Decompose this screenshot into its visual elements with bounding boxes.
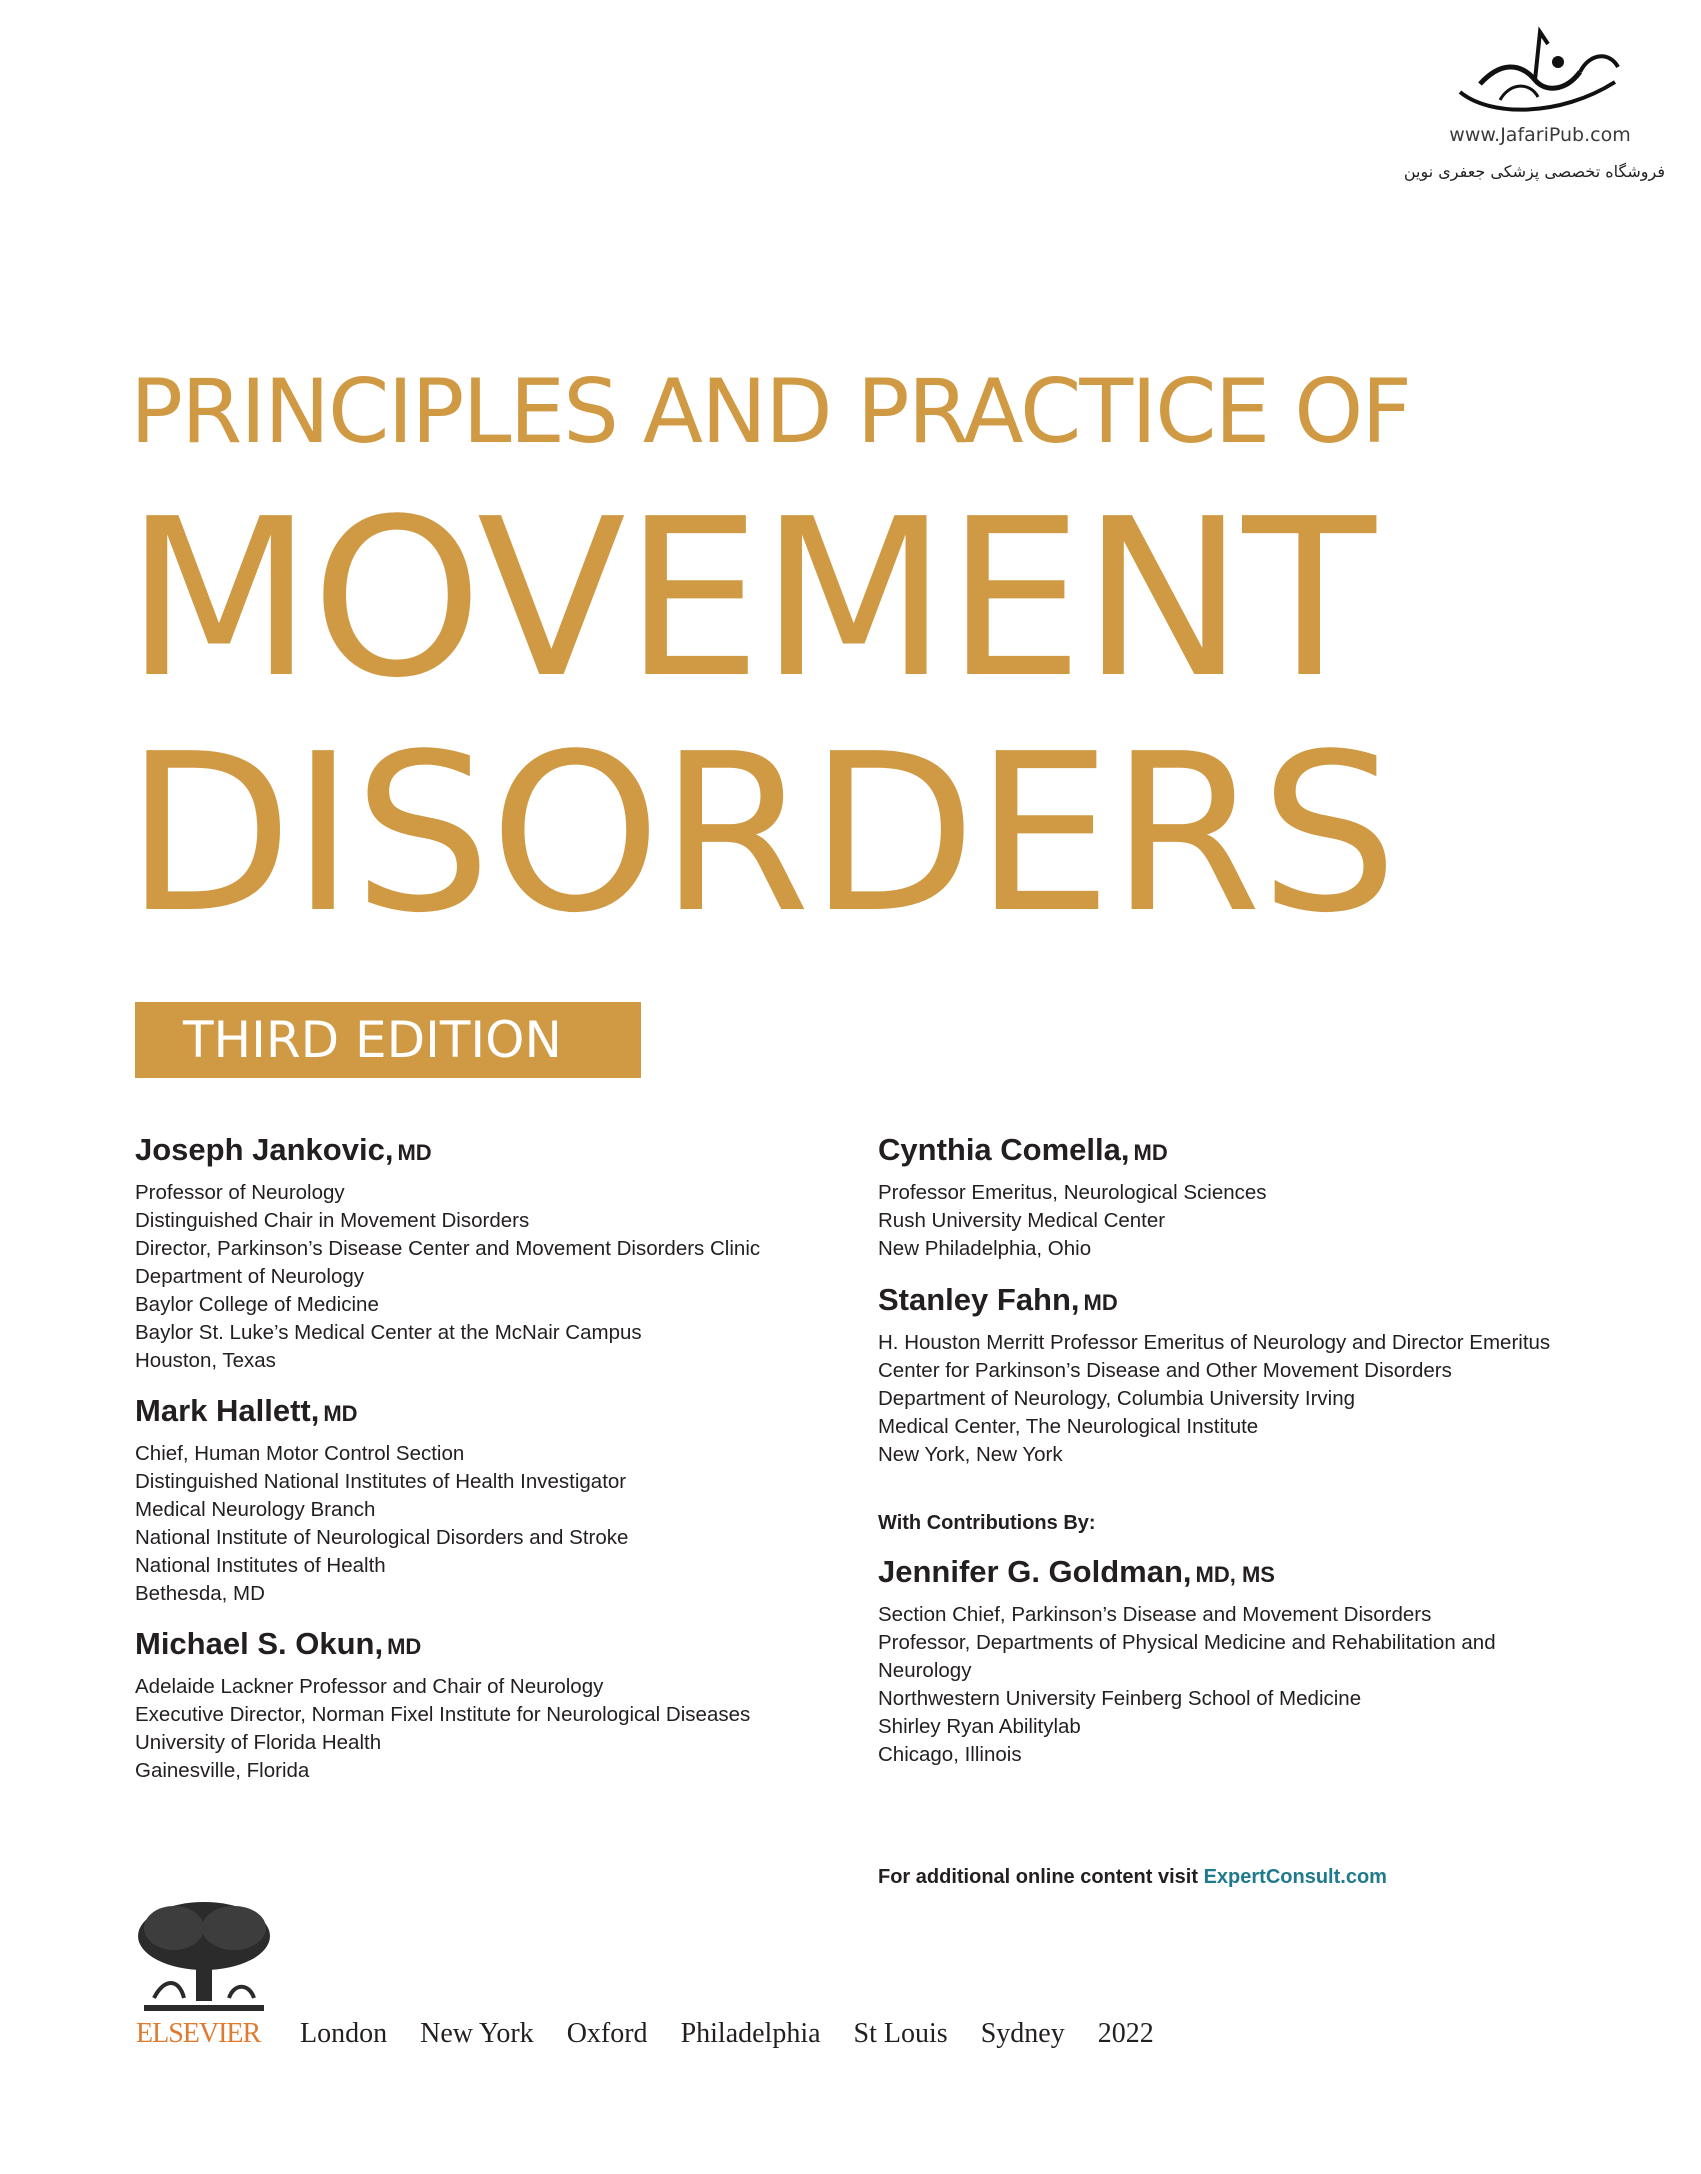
city-label: Sydney (980, 2018, 1065, 2049)
affiliation-line: H. Houston Merritt Professor Emeritus of Neurology and Director Emeritus (878, 1331, 1551, 1354)
affiliation-line: Medical Neurology Branch (135, 1498, 376, 1521)
affiliation-line: Houston, Texas (135, 1349, 276, 1372)
city-label: St Louis (853, 2018, 948, 2049)
author-name (135, 1391, 895, 1434)
affiliation-line: Department of Neurology (135, 1265, 365, 1288)
affiliation-line: New Philadelphia, Ohio (878, 1237, 1092, 1260)
watermark-tagline: فروشگاه تخصصی پزشکی جعفری نوین (1403, 162, 1665, 181)
city-label: New York (420, 2018, 534, 2049)
calligraphy-logo-icon (1440, 22, 1640, 122)
author-credentials: MD (1133, 1140, 1168, 1165)
affiliation-line: Shirley Ryan Abilitylab (878, 1715, 1081, 1738)
affiliation-line: University of Florida Health (135, 1731, 382, 1754)
author-name (878, 1130, 1638, 1173)
expertconsult-link[interactable]: ExpertConsult.com (1203, 1866, 1387, 1888)
author-name-text: Jennifer G. Goldman, (878, 1554, 1192, 1589)
affiliation-line: Medical Center, The Neurological Institute (878, 1415, 1259, 1438)
author-block (878, 1130, 1638, 1263)
online-content-prefix: For additional online content visit (878, 1866, 1204, 1888)
affiliation-line: Chicago, Illinois (878, 1743, 1022, 1766)
author-name-text: Mark Hallett, (135, 1393, 320, 1428)
author-name-text: Michael S. Okun, (135, 1626, 384, 1661)
author-name (135, 1624, 895, 1667)
affiliation-line: Adelaide Lackner Professor and Chair of Neurology (135, 1675, 604, 1698)
affiliation-line: New York, New York (878, 1443, 1063, 1466)
author-affiliations (135, 1179, 895, 1375)
author-affiliations (878, 1179, 1638, 1263)
affiliation-line: Neurology (878, 1659, 972, 1682)
author-name (878, 1280, 1638, 1323)
author-block (135, 1624, 895, 1785)
affiliation-line: Executive Director, Norman Fixel Institute for Neurological Diseases (135, 1703, 751, 1726)
title-disorders: DISORDERS (125, 708, 1397, 961)
contributions-heading: With Contributions By: (878, 1512, 1096, 1534)
affiliation-line: Director, Parkinson’s Disease Center and Movement Disorders Clinic (135, 1237, 761, 1260)
author-affiliations (878, 1329, 1638, 1469)
author-credentials: MD, MS (1195, 1562, 1275, 1587)
affiliation-line: National Institute of Neurological Disorders and Stroke (135, 1526, 629, 1549)
edition-banner (135, 1002, 641, 1078)
author-block (135, 1130, 895, 1375)
affiliation-line: Department of Neurology, Columbia University Irving (878, 1387, 1356, 1410)
author-name-text: Stanley Fahn, (878, 1282, 1080, 1317)
author-credentials: MD (387, 1634, 422, 1659)
online-content-note (878, 1866, 1387, 1889)
title-principles: PRINCIPLES AND PRACTICE OF (130, 360, 1411, 463)
author-name-text: Cynthia Comella, (878, 1132, 1130, 1167)
author-credentials: MD (323, 1401, 358, 1426)
author-block (878, 1280, 1638, 1469)
author-name (878, 1552, 1638, 1595)
author-credentials: MD (1083, 1290, 1118, 1315)
affiliation-line: Professor, Departments of Physical Medicine and Rehabilitation and (878, 1631, 1496, 1654)
affiliation-line: Professor of Neurology (135, 1181, 345, 1204)
author-affiliations (878, 1601, 1638, 1769)
city-label: London (300, 2018, 388, 2049)
city-label: Philadelphia (680, 2018, 821, 2049)
affiliation-line: Baylor College of Medicine (135, 1293, 379, 1316)
affiliation-line: Section Chief, Parkinson’s Disease and Movement Disorders (878, 1603, 1432, 1626)
affiliation-line: Rush University Medical Center (878, 1209, 1166, 1232)
affiliation-line: Baylor St. Luke’s Medical Center at the McNair Campus (135, 1321, 642, 1344)
publication-year: 2022 (1097, 2018, 1154, 2049)
affiliation-line: Distinguished National Institutes of Health Investigator (135, 1470, 627, 1493)
city-label: Oxford (566, 2018, 648, 2049)
publisher-watermark (1395, 22, 1685, 192)
watermark-url[interactable]: www.JafariPub.com (1449, 124, 1631, 146)
author-name-text: Joseph Jankovic, (135, 1132, 394, 1167)
elsevier-wordmark: ELSEVIER (136, 2018, 261, 2049)
author-affiliations (135, 1673, 895, 1785)
affiliation-line: Gainesville, Florida (135, 1759, 310, 1782)
affiliation-line: National Institutes of Health (135, 1554, 386, 1577)
elsevier-tree-logo-icon (134, 1898, 274, 2013)
author-name (135, 1130, 895, 1173)
author-credentials: MD (397, 1140, 432, 1165)
author-affiliations (135, 1440, 895, 1608)
affiliation-line: Bethesda, MD (135, 1582, 265, 1605)
affiliation-line: Professor Emeritus, Neurological Sciences (878, 1181, 1267, 1204)
affiliation-line: Chief, Human Motor Control Section (135, 1442, 465, 1465)
publisher-cities (300, 2018, 1180, 2050)
affiliation-line: Northwestern University Feinberg School of Medicine (878, 1687, 1362, 1710)
affiliation-line: Distinguished Chair in Movement Disorders (135, 1209, 530, 1232)
affiliation-line: Center for Parkinson’s Disease and Other Movement Disorders (878, 1359, 1452, 1382)
edition-label: THIRD EDITION (183, 1011, 562, 1069)
contributor-block (878, 1552, 1638, 1769)
author-block (135, 1391, 895, 1608)
title-movement: MOVEMENT (125, 473, 1374, 726)
